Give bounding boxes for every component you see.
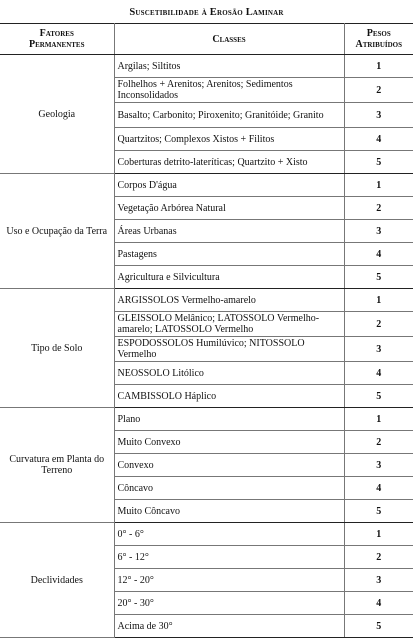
weight-cell: 5 [344, 385, 413, 408]
class-cell: Muito Convexo [114, 431, 344, 454]
class-cell: 6° - 12° [114, 546, 344, 569]
weight-cell: 5 [344, 151, 413, 174]
class-cell: Plano [114, 408, 344, 431]
class-cell: Folhelhos + Arenitos; Arenitos; Sedimentos Inconsolidados [114, 78, 344, 103]
class-cell: Convexo [114, 454, 344, 477]
header-weights-line2: Atribuídos [355, 39, 402, 50]
weight-cell: 5 [344, 615, 413, 638]
susceptibility-table [0, 23, 413, 638]
table-row [0, 523, 413, 546]
class-cell: NEOSSOLO Litólico [114, 362, 344, 385]
weight-cell: 3 [344, 337, 413, 362]
class-cell: 20° - 30° [114, 592, 344, 615]
factor-cell: Tipo de Solo [0, 289, 114, 408]
class-cell: Pastagens [114, 243, 344, 266]
class-cell: GLEISSOLO Melânico; LATOSSOLO Vermelho-amarelo; LATOSSOLO Vermelho [114, 312, 344, 337]
table-title: Suscetibilidade à Erosão Laminar [129, 7, 284, 18]
class-cell: 0° - 6° [114, 523, 344, 546]
weight-cell: 1 [344, 408, 413, 431]
class-cell: Corpos D'água [114, 174, 344, 197]
weight-cell: 4 [344, 362, 413, 385]
weight-cell: 2 [344, 431, 413, 454]
factor-cell: Geologia [0, 55, 114, 174]
class-cell: Vegetação Arbórea Natural [114, 197, 344, 220]
header-factors-line2: Permanentes [28, 39, 85, 50]
table-row [0, 408, 413, 431]
weight-cell: 3 [344, 103, 413, 128]
header-row [0, 24, 413, 55]
factor-cell: Uso e Ocupação da Terra [0, 174, 114, 289]
factor-cell: Curvatura em Planta do Terreno [0, 408, 114, 523]
class-cell: CAMBISSOLO Háplico [114, 385, 344, 408]
class-cell: Quartzitos; Complexos Xistos + Filitos [114, 128, 344, 151]
header-weights-line1: Pesos [366, 28, 391, 39]
class-cell: Argilas; Siltitos [114, 55, 344, 78]
weight-cell: 1 [344, 55, 413, 78]
weight-cell: 4 [344, 128, 413, 151]
class-cell: Basalto; Carbonito; Piroxenito; Granitóide; Granito [114, 103, 344, 128]
table-row [0, 289, 413, 312]
class-cell: 12° - 20° [114, 569, 344, 592]
class-cell: Côncavo [114, 477, 344, 500]
class-cell: ESPODOSSOLOS Humilúvico; NITOSSOLO Vermelho [114, 337, 344, 362]
weight-cell: 5 [344, 266, 413, 289]
weight-cell: 3 [344, 569, 413, 592]
table-row [0, 55, 413, 78]
weight-cell: 5 [344, 500, 413, 523]
class-cell: Áreas Urbanas [114, 220, 344, 243]
weight-cell: 1 [344, 523, 413, 546]
weight-cell: 2 [344, 312, 413, 337]
class-cell: ARGISSOLOS Vermelho-amarelo [114, 289, 344, 312]
weight-cell: 4 [344, 592, 413, 615]
weight-cell: 1 [344, 289, 413, 312]
header-classes: Classes [114, 24, 344, 55]
weight-cell: 3 [344, 220, 413, 243]
table-row [0, 174, 413, 197]
weight-cell: 4 [344, 243, 413, 266]
weight-cell: 1 [344, 174, 413, 197]
weight-cell: 4 [344, 477, 413, 500]
class-cell: Coberturas detrito-lateríticas; Quartzito + Xisto [114, 151, 344, 174]
weight-cell: 2 [344, 78, 413, 103]
weight-cell: 3 [344, 454, 413, 477]
factor-cell: Declividades [0, 523, 114, 638]
header-weights [344, 24, 413, 55]
class-cell: Acima de 30° [114, 615, 344, 638]
weight-cell: 2 [344, 546, 413, 569]
weight-cell: 2 [344, 197, 413, 220]
class-cell: Muito Côncavo [114, 500, 344, 523]
table-body [0, 55, 413, 638]
header-factors [0, 24, 114, 55]
class-cell: Agricultura e Silvicultura [114, 266, 344, 289]
header-factors-line1: Fatores [39, 28, 74, 39]
